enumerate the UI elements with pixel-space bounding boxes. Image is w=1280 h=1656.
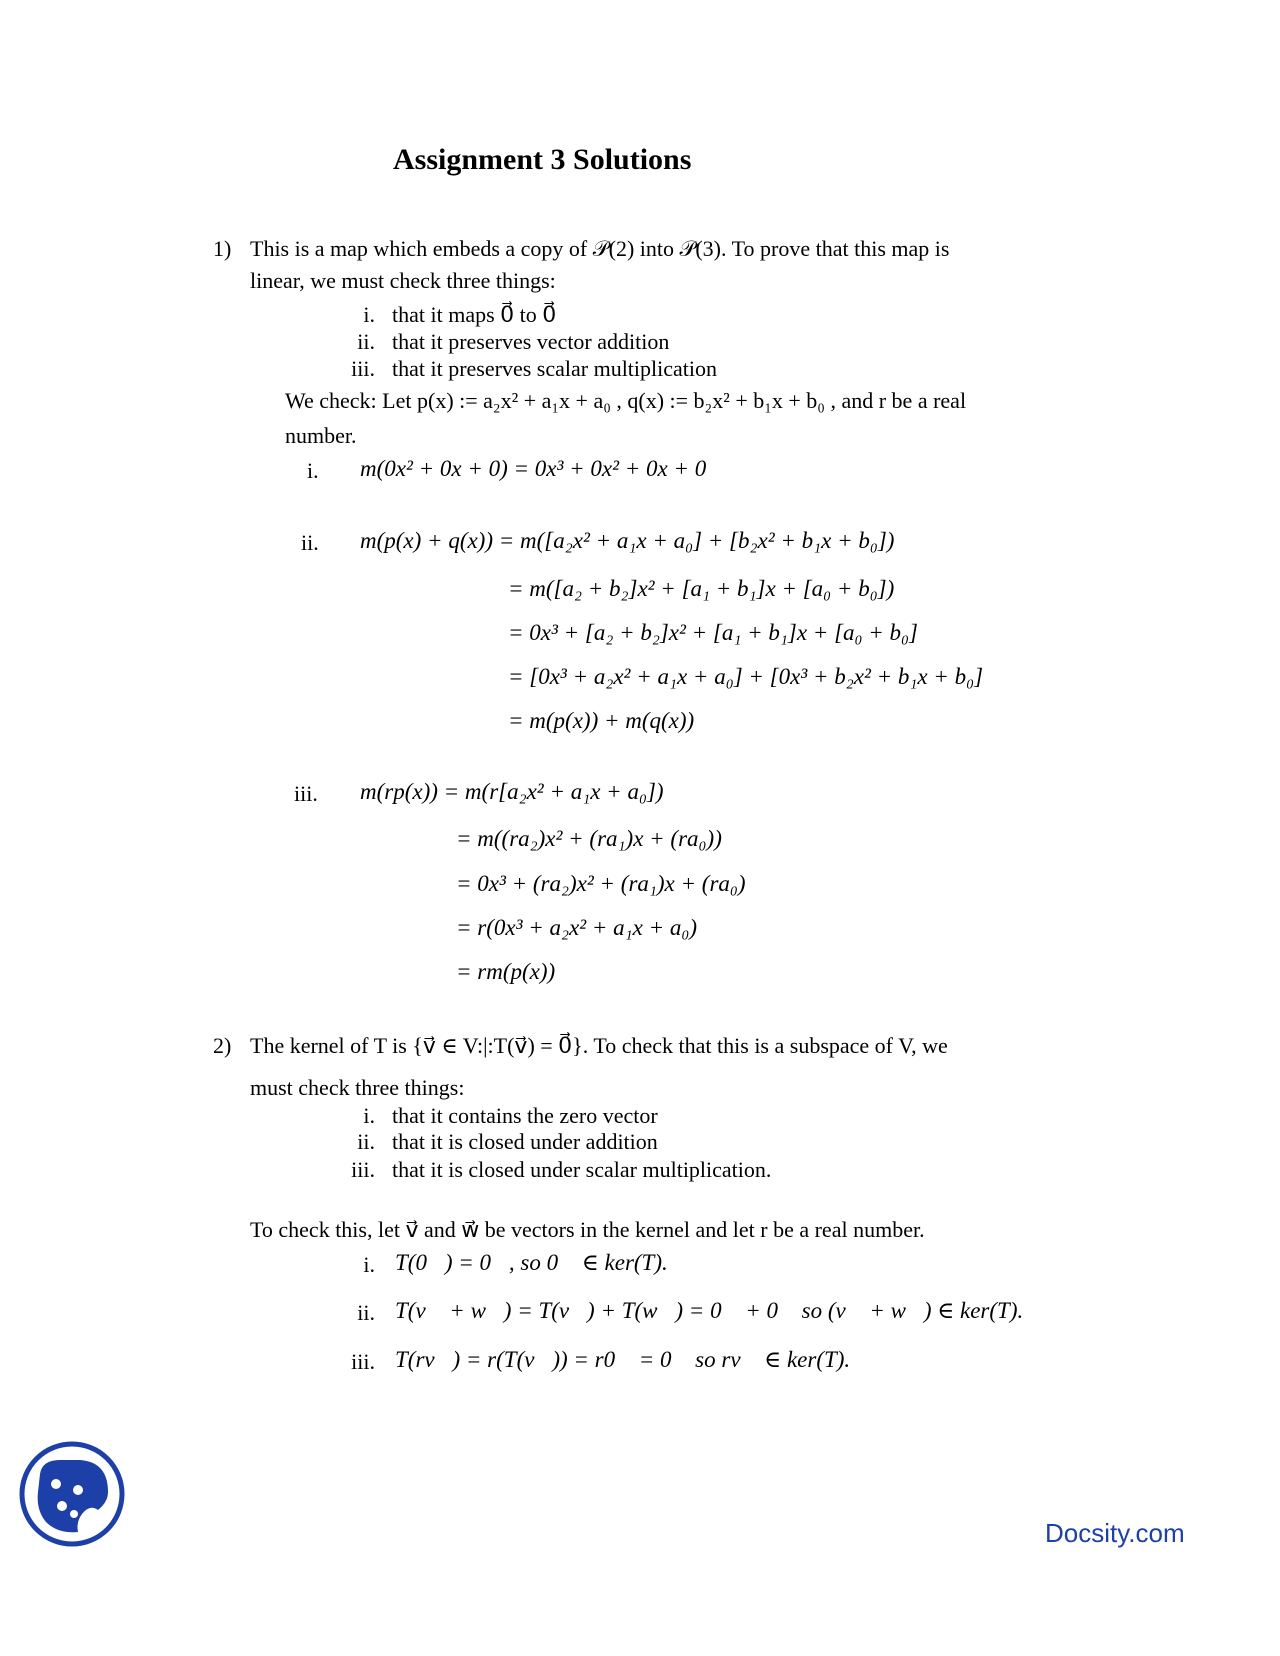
- page-title: Assignment 3 Solutions: [393, 143, 692, 176]
- q1-check-text: that it preserves vector addition: [392, 329, 670, 354]
- q2-step-equation: T(rv⃗) = r(T(v⃗)) = r0⃗ = 0⃗ so rv⃗ ∈ ker(T).: [395, 1347, 851, 1372]
- q1-step-ii-line: m(p(x) + q(x)) = m([a₂x² + a₁x + a₀] + [b₂x² + b₁x + b₀]): [360, 528, 895, 553]
- q1-step-ii-line: = m(p(x)) + m(q(x)): [508, 708, 695, 733]
- q2-check-label: ii.: [357, 1129, 375, 1154]
- q2-check-label: iii.: [351, 1157, 375, 1182]
- q1-check-text: that it preserves scalar multiplication: [392, 356, 718, 381]
- q1-check-label: i.: [363, 302, 375, 327]
- q1-step-iii-label: iii.: [294, 781, 318, 806]
- q2-line2: must check three things:: [250, 1075, 465, 1100]
- q1-step-ii-line: = 0x³ + [a₂ + b₂]x² + [a₁ + b₁]x + [a₀ + b₀]: [508, 620, 918, 645]
- q1-step-ii-label: ii.: [301, 530, 319, 555]
- q2-check-text: that it contains the zero vector: [392, 1103, 658, 1128]
- q2-check-label: i.: [363, 1103, 375, 1128]
- q1-step-iii-line: = r(0x³ + a₂x² + a₁x + a₀): [456, 915, 698, 940]
- q1-check-label: ii.: [357, 329, 375, 354]
- q2-step-label: ii.: [357, 1300, 375, 1325]
- q1-number-line: number.: [285, 423, 357, 448]
- q2-step-equation: T(0⃗) = 0⃗, so 0⃗ ∈ ker(T).: [395, 1250, 668, 1275]
- q1-number: 1): [213, 236, 232, 261]
- q1-step-i-equation: m(0x² + 0x + 0) = 0x³ + 0x² + 0x + 0: [360, 456, 707, 481]
- q2-step-label: i.: [363, 1252, 375, 1277]
- q1-line1: This is a map which embeds a copy of 𝒫(2) into 𝒫(3). To prove that this map is: [250, 236, 950, 261]
- q1-step-ii-line: = [0x³ + a₂x² + a₁x + a₀] + [0x³ + b₂x² + b₁x + b₀]: [508, 664, 984, 689]
- q1-step-i-label: i.: [307, 458, 319, 483]
- q2-step-equation: T(v⃗ + w⃗) = T(v⃗) + T(w⃗) = 0⃗ + 0⃗ so (v⃗ + w⃗) ∈ ker(T).: [395, 1298, 1024, 1323]
- q2-check-text: that it is closed under addition: [392, 1129, 658, 1154]
- q1-step-iii-line: m(rp(x)) = m(r[a₂x² + a₁x + a₀]): [360, 779, 664, 804]
- q1-step-iii-line: = m((ra₂)x² + (ra₁)x + (ra₀)): [456, 826, 722, 851]
- q1-step-iii-line: = rm(p(x)): [456, 959, 556, 984]
- q1-step-iii-line: = 0x³ + (ra₂)x² + (ra₁)x + (ra₀): [456, 871, 746, 896]
- q2-line1: The kernel of T is {v⃗ ∈ V:|:T(v⃗) = 0⃗}. To check that this is a subspace of V, we: [250, 1033, 948, 1058]
- q2-number: 2): [213, 1033, 232, 1058]
- docsity-brand-link[interactable]: Docsity.com: [1045, 1518, 1185, 1548]
- q1-line2: linear, we must check three things:: [250, 268, 556, 293]
- q1-check-text: that it maps 0⃗ to 0⃗: [392, 302, 557, 327]
- q2-to-check: To check this, let v⃗ and w⃗ be vectors in the kernel and let r be a real number.: [250, 1217, 925, 1242]
- q2-check-text: that it is closed under scalar multiplication.: [392, 1157, 772, 1182]
- q1-step-ii-line: = m([a₂ + b₂]x² + [a₁ + b₁]x + [a₀ + b₀]): [508, 576, 895, 601]
- docsity-logo-icon[interactable]: [18, 1440, 126, 1548]
- q2-step-label: iii.: [351, 1349, 375, 1374]
- q1-check-label: iii.: [351, 356, 375, 381]
- q1-we-check: We check: Let p(x) := a₂x² + a₁x + a₀ , q(x) := b₂x² + b₁x + b₀ , and r be a real: [285, 388, 967, 413]
